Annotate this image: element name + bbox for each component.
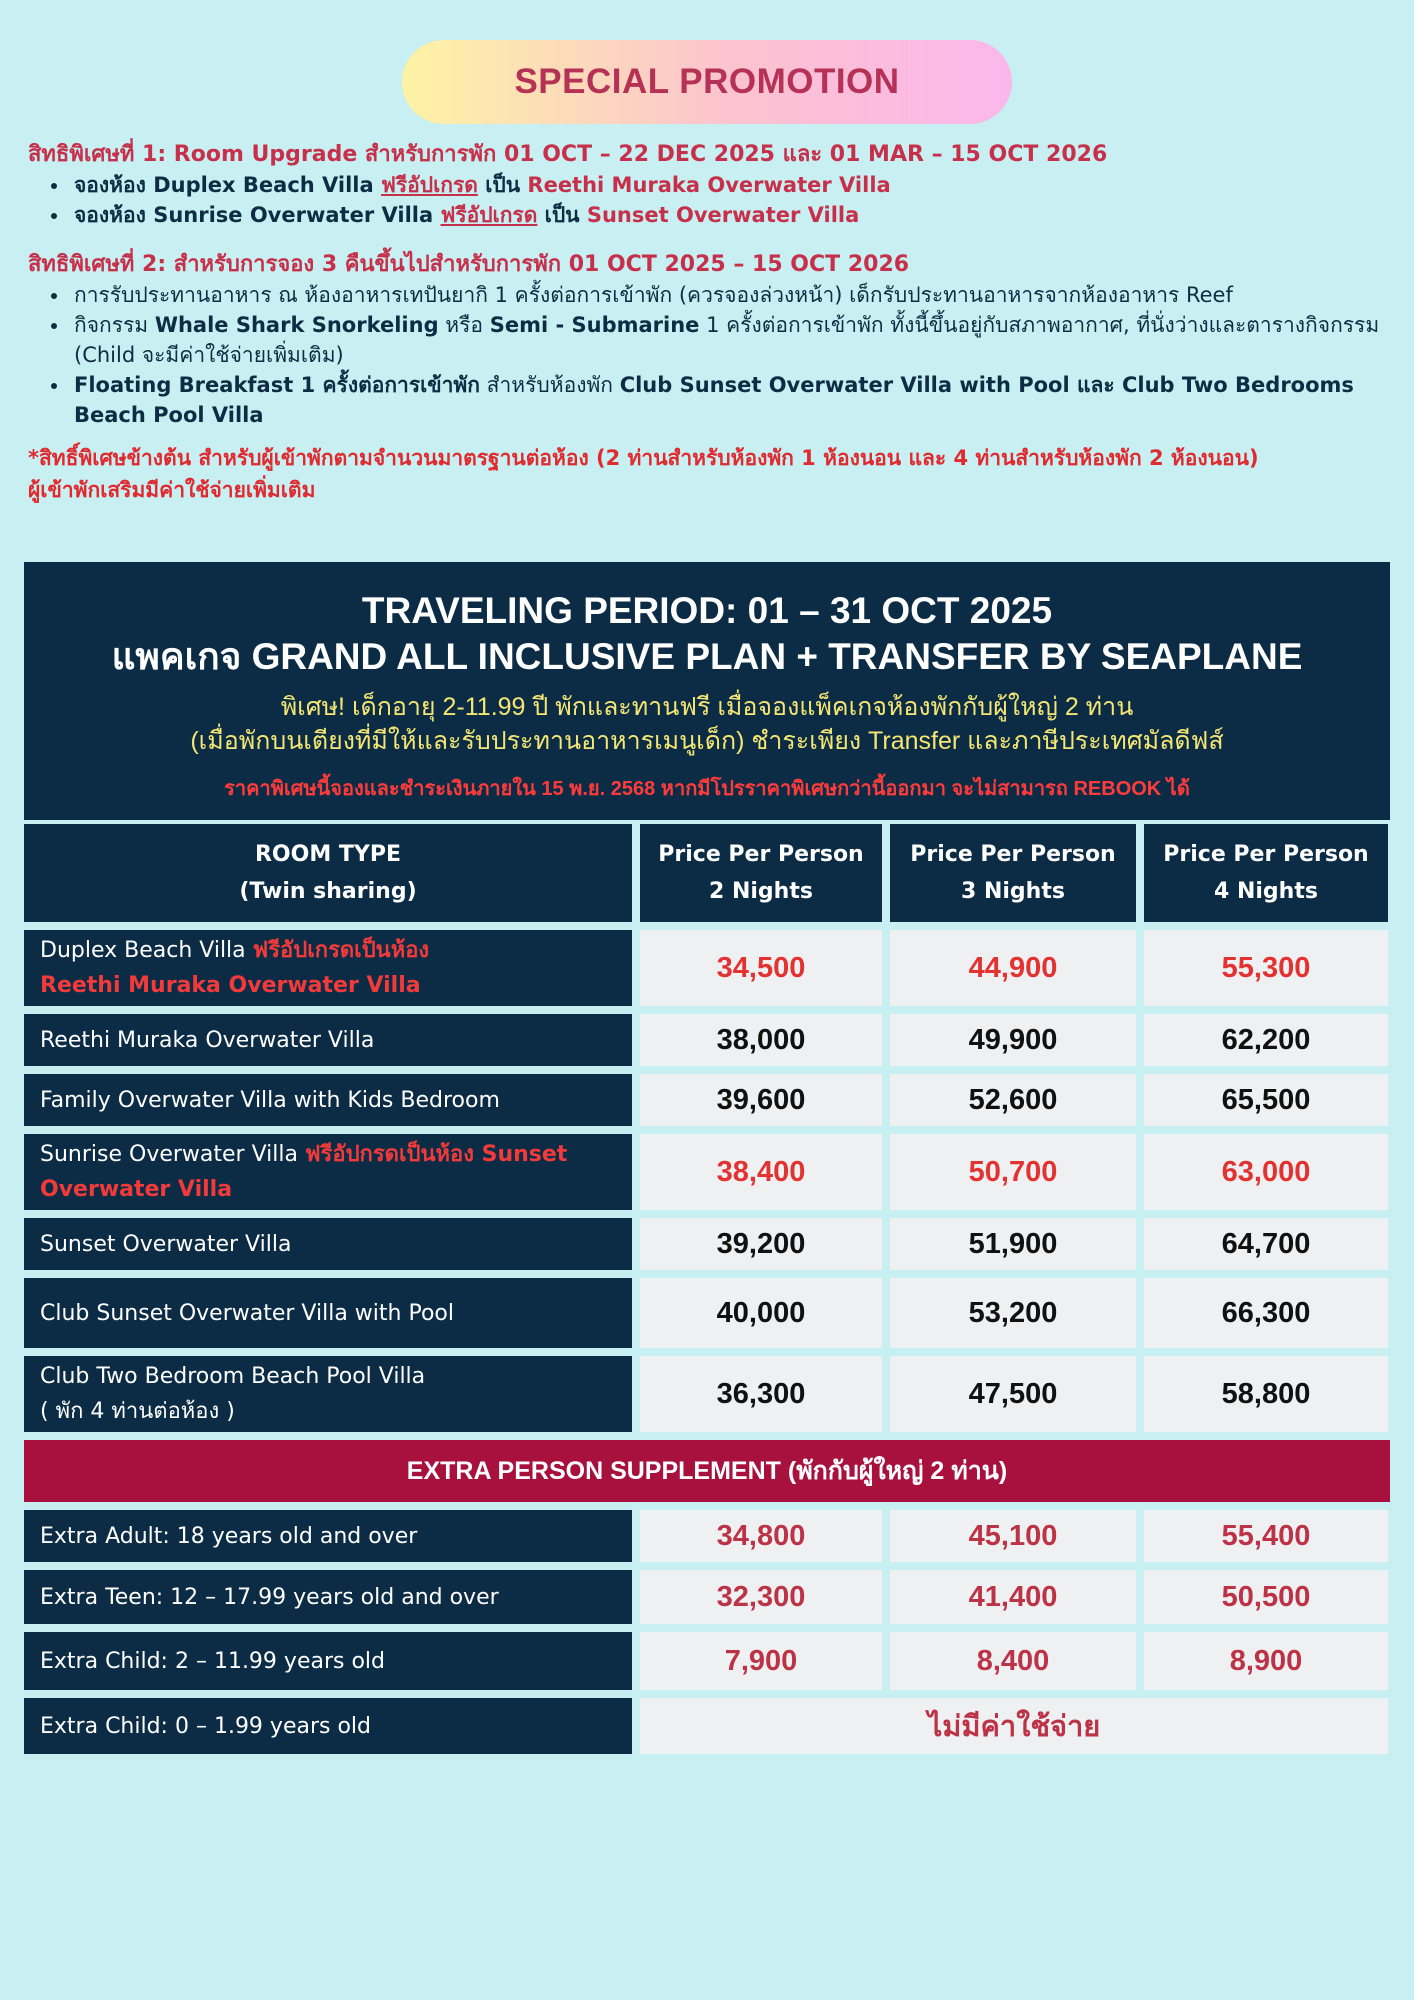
header-text: 3 Nights [961, 879, 1065, 904]
table-row [24, 1134, 1390, 1210]
perk-2-text: หรือ [438, 313, 490, 337]
table-row [24, 1074, 1390, 1126]
extra-person-banner: EXTRA PERSON SUPPLEMENT (พักกับผู้ใหญ่ 2 ท่าน) [24, 1440, 1390, 1502]
special-offer-line: (เมื่อพักบนเตียงที่มีให้และรับประทานอาหารเมนูเด็ก) ชำระเพียง Transfer และภาษีประเทศมัลดีฟส์ [190, 727, 1224, 755]
extra-label-cell: Extra Child: 0 – 1.99 years old [24, 1698, 632, 1754]
table-header-row [24, 824, 1390, 922]
package-header [24, 562, 1390, 820]
table-row [24, 1014, 1390, 1066]
price-cell: 58,800 [1144, 1356, 1388, 1432]
price-cell: 63,000 [1144, 1134, 1388, 1210]
room-type-cell: Family Overwater Villa with Kids Bedroom [24, 1074, 632, 1126]
table-row [24, 1632, 1390, 1690]
price-cell: 62,200 [1144, 1014, 1388, 1066]
room-promo: ฟรีอัปเกรดเป็นห้อง [252, 938, 430, 963]
perk-1-item-text: จองห้อง Sunrise Overwater Villa [74, 203, 441, 227]
price-cell: 55,300 [1144, 930, 1388, 1006]
price-cell: 51,900 [890, 1218, 1136, 1270]
price-cell: 66,300 [1144, 1278, 1388, 1348]
travel-period-title: TRAVELING PERIOD: 01 – 31 OCT 2025 [361, 590, 1053, 631]
price-cell: 55,400 [1144, 1510, 1388, 1562]
price-cell: 53,200 [890, 1278, 1136, 1348]
special-offer-line: พิเศษ! เด็กอายุ 2-11.99 ปี พักและทานฟรี เมื่อจองแพ็คเกจห้องพักกับผู้ใหญ่ 2 ท่าน [280, 693, 1134, 721]
perks-section [28, 140, 1398, 506]
price-cell: 50,500 [1144, 1570, 1388, 1624]
perk-1-heading: สิทธิพิเศษที่ 1: Room Upgrade สำหรับการพัก 01 OCT – 22 DEC 2025 และ 01 MAR – 15 OCT 2026 [28, 142, 1108, 167]
package-title: แพคเกจ GRAND ALL INCLUSIVE PLAN + TRANSFER BY SEAPLANE [111, 636, 1303, 677]
header-text: ROOM TYPE [254, 842, 401, 867]
perk-2-bold: Whale Shark Snorkeling [154, 313, 439, 337]
perk-2-heading: สิทธิพิเศษที่ 2: สำหรับการจอง 3 คืนขึ้นไปสำหรับการพัก 01 OCT 2025 – 15 OCT 2026 [28, 252, 910, 277]
price-cell: 65,500 [1144, 1074, 1388, 1126]
perk-1-item-target: Sunset Overwater Villa [586, 203, 860, 227]
perk-2-item [70, 310, 1398, 370]
price-cell: 50,700 [890, 1134, 1136, 1210]
perk-2-bold: Floating Breakfast 1 ครั้งต่อการเข้าพัก [74, 373, 480, 397]
perk-1-item [70, 170, 1398, 200]
price-cell: 32,300 [640, 1570, 882, 1624]
price-cell: 39,200 [640, 1218, 882, 1270]
perk-1-item-target: Reethi Muraka Overwater Villa [527, 173, 891, 197]
perk-2-item [70, 370, 1398, 430]
perk-2-list [70, 280, 1398, 430]
price-4n-header [1144, 824, 1388, 922]
room-type-cell [24, 930, 632, 1006]
perk-2-text: สำหรับห้องพัก [480, 373, 620, 397]
price-cell: 38,000 [640, 1014, 882, 1066]
price-cell: 44,900 [890, 930, 1136, 1006]
perk-1-item [70, 200, 1398, 230]
header-text: 4 Nights [1214, 879, 1318, 904]
table-row [24, 930, 1390, 1006]
perk-1-item-mid: เป็น [477, 173, 528, 197]
price-table [24, 562, 1390, 1754]
room-type-cell [24, 1356, 632, 1432]
price-cell: 39,600 [640, 1074, 882, 1126]
perk-1-list [70, 170, 1398, 230]
price-cell: 41,400 [890, 1570, 1136, 1624]
price-cell: 45,100 [890, 1510, 1136, 1562]
price-cell: 8,400 [890, 1632, 1136, 1690]
note-line: ผู้เข้าพักเสริมมีค่าใช้จ่ายเพิ่มเติม [28, 478, 316, 502]
price-cell: 47,500 [890, 1356, 1136, 1432]
perk-2-bold: Semi - Submarine [489, 313, 700, 337]
price-cell: 49,900 [890, 1014, 1136, 1066]
table-row [24, 1218, 1390, 1270]
header-text: Price Per Person [658, 842, 864, 867]
room-promo: Reethi Muraka Overwater Villa [40, 973, 421, 998]
room-name: Club Two Bedroom Beach Pool Villa [40, 1364, 426, 1389]
upgrade-link: ฟรีอัปเกรด [381, 173, 478, 197]
extra-label-cell: Extra Child: 2 – 11.99 years old [24, 1632, 632, 1690]
price-cell: 36,300 [640, 1356, 882, 1432]
room-type-cell: Club Sunset Overwater Villa with Pool [24, 1278, 632, 1348]
room-note: ( พัก 4 ท่านต่อห้อง ) [40, 1399, 235, 1424]
room-name: Duplex Beach Villa [40, 938, 253, 963]
header-text: Price Per Person [1163, 842, 1369, 867]
promo-title: SPECIAL PROMOTION [514, 62, 900, 101]
table-row [24, 1698, 1390, 1754]
table-row [24, 1278, 1390, 1348]
price-2n-header [640, 824, 882, 922]
table-row [24, 1510, 1390, 1562]
room-type-cell: Reethi Muraka Overwater Villa [24, 1014, 632, 1066]
perk-2-text: กิจกรรม [74, 313, 155, 337]
extra-label-cell: Extra Teen: 12 – 17.99 years old and over [24, 1570, 632, 1624]
table-row [24, 1356, 1390, 1432]
conditions-note [28, 442, 1398, 506]
upgrade-link: ฟรีอัปเกรด [440, 203, 538, 227]
promo-title-pill [402, 40, 1012, 124]
note-line: *สิทธิ์พิเศษข้างต้น สำหรับผู้เข้าพักตามจำนวนมาตรฐานต่อห้อง (2 ท่านสำหรับห้องพัก 1 ห้องนอน และ 4 ท่านสำหรับห้องพัก 2 ห้องนอน) [28, 446, 1259, 470]
perk-2-item: • การรับประทานอาหาร ณ ห้องอาหารเทปันยากิ 1 ครั้งต่อการเข้าพัก (ควรจองล่วงหน้า) เด็กรับประทานอาหารจากห้องอาหาร Reef [70, 280, 1398, 310]
perk-1-item-text: จองห้อง Duplex Beach Villa [74, 173, 381, 197]
price-cell: 38,400 [640, 1134, 882, 1210]
perk-2 [28, 250, 1398, 430]
header-text: (Twin sharing) [239, 879, 417, 904]
perk-1 [28, 140, 1398, 230]
room-type-cell: Sunset Overwater Villa [24, 1218, 632, 1270]
price-cell: 8,900 [1144, 1632, 1388, 1690]
perk-1-item-mid: เป็น [537, 203, 587, 227]
perk-2-text: 1 ครั้งต่อการเข้าพัก ทั้งนี้ขึ้นอยู่กับสภาพอากาศ, ที่นั่งว่างและตารางกิจกรรม (Child จะมีค่าใช้จ่ายเพิ่มเติม) [74, 313, 1380, 367]
room-type-header [24, 824, 632, 922]
price-cell: 64,700 [1144, 1218, 1388, 1270]
room-promo: Overwater Villa [40, 1177, 233, 1202]
extra-label-cell: Extra Adult: 18 years old and over [24, 1510, 632, 1562]
price-cell: 40,000 [640, 1278, 882, 1348]
header-text: Price Per Person [910, 842, 1116, 867]
price-cell: 52,600 [890, 1074, 1136, 1126]
room-promo: ฟรีอัปกรดเป็นห้อง Sunset [304, 1142, 568, 1167]
header-text: 2 Nights [709, 879, 813, 904]
price-cell: 34,500 [640, 930, 882, 1006]
room-type-cell [24, 1134, 632, 1210]
table-row [24, 1570, 1390, 1624]
booking-warning: ราคาพิเศษนี้จองและชำระเงินภายใน 15 พ.ย. 2568 หากมีโปรราคาพิเศษกว่านี้ออกมา จะไม่สามารถ REBOOK ได้ [224, 778, 1190, 800]
room-name: Sunrise Overwater Villa [40, 1142, 305, 1167]
price-cell: 34,800 [640, 1510, 882, 1562]
price-cell: 7,900 [640, 1632, 882, 1690]
price-3n-header [890, 824, 1136, 922]
perk-2-bold: Club Sunset Overwater Villa with Pool และ Club Two Bedrooms Beach Pool Villa [74, 373, 1354, 427]
free-of-charge-cell: ไม่มีค่าใช้จ่าย [640, 1698, 1388, 1754]
